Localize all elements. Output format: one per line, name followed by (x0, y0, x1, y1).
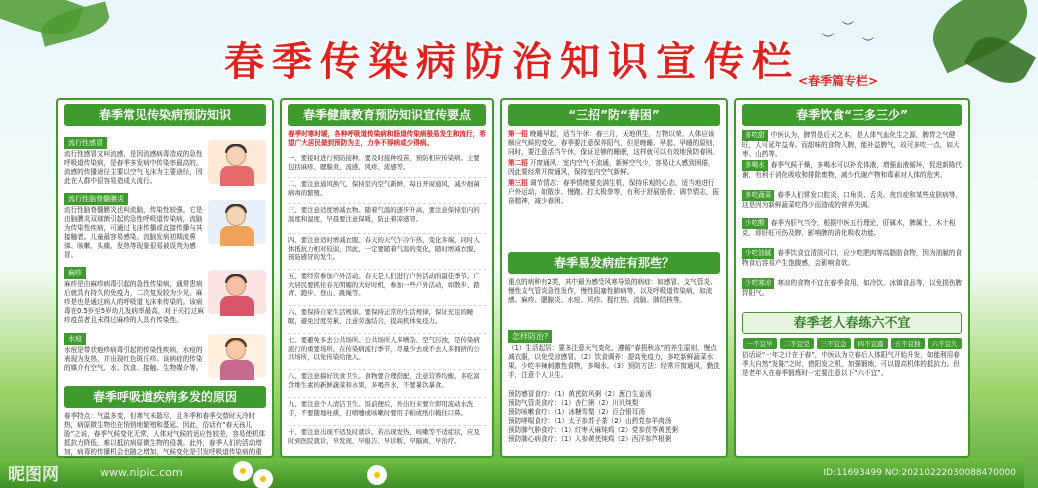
diet-value: 春季饮食宜清淡可口，应少吃肥肉等高脂肪食物，因为油腻的食物食后容易产生饱腹感，会影响食欲。 (742, 249, 962, 267)
section-text: 流行性脑脊髓膜炎也叫流脑，传染性较强。它是由脑膜炎双球菌引起的急性呼吸道传染病，流脑为传染性疾病，可通过飞沫传播或直接传播与其接触者。儿童最容易感染。流脑发病初期流鼻涕、咳嗽、头痛、发热等现象很易被误判为感冒。 (64, 206, 203, 259)
tip-tab: 一不宜早 (743, 338, 777, 349)
headache-illustration (208, 200, 266, 244)
measles-illustration (208, 270, 266, 314)
prevention-text: （1）生活起居：要多注意天气变化，遵循“春捂秋冻”的养生原则，慢点减衣服，以免受凉感冒。（2）饮食调养：提高免疫力，多吃新鲜蔬菜水果，少吃辛辣刺激性食物，多喝水。（3）预防方法：经常开窗通风，勤洗手，注意个人卫生。 (508, 344, 720, 379)
page-subtitle: <春季篇专栏> (798, 74, 879, 88)
tip-item: 八、要注意搞好饮食卫生。食物要合理搭配，注意营养均衡，多吃富含维生素的新鲜蔬菜和水果，多喝开水，不要暴饮暴食。 (288, 370, 486, 398)
section-tag: 流行性感冒 (64, 137, 107, 149)
intro-text: 春季时寒时暖，各种呼吸道传染病和肠道传染病极易发生和流行，希望广大居民做到预防为主，力争不得病或少得病。 (288, 130, 486, 147)
daisy-decoration (256, 472, 270, 486)
panel-header: 春季常见传染病预防知识 (64, 104, 266, 126)
diet-item (742, 160, 962, 190)
tip-item: 六、要保持自家生活规律。要保持正常的生活规律，保证充足的睡眠，避免过度劳累，注意劳逸结合，提高机体免疫力。 (288, 306, 486, 334)
panel-header: “三招”防“春困” (508, 104, 720, 126)
tip-tab: 四不宜露 (854, 338, 888, 349)
tip-item: 二、要注意通风换气，保持室内空气新鲜，每日开窗通风，减少细菌病毒的繁殖。 (288, 178, 486, 204)
tip-line (508, 130, 720, 157)
daisy-decoration (370, 468, 384, 482)
recipe-line: 预防咳嗽食疗：（1）冰糖雪梨（2）百合银耳汤 (508, 408, 645, 416)
chickenpox-illustration (208, 334, 266, 378)
diet-value: 寒凉的食物不宜在春季食用，如冷饮、冰镇食品等，以免损伤脾胃阳气。 (742, 279, 962, 297)
tip-tab: 五不宜独 (891, 338, 925, 349)
tip-item: 三、要注意适度增减衣物。随着气温的逐步升高，要注意保持室内的温度和湿度，早晨要注意保暖，防止着凉感冒。 (288, 204, 486, 234)
section-tag: 水痘 (64, 333, 86, 345)
tip-item: 七、要避免多去公共场所。公共场所人多嘈杂、空气污浊，是传染病流行的重要场所。在传染病流行季节，尽量少去或不去人多拥挤的公共场所，以免传染给他人。 (288, 334, 486, 370)
sick-person-illustration (208, 140, 266, 184)
page-title: 春季传染病防治知识宣传栏 (224, 39, 800, 85)
recipe-line: 预防哮喘食疗：（1）太子参苏子茶（2）山药党参羊肉汤 (508, 417, 672, 425)
diet-item (742, 190, 962, 218)
diet-key: 少吃酸 (742, 218, 768, 229)
diet-key: 多吃甜 (742, 130, 768, 141)
prevention-tag: 怎样防治? (508, 330, 552, 343)
watermark-logo: 昵图网 (8, 465, 59, 485)
tip-key: 第一招 (508, 130, 528, 138)
bird-icon: ︶ (822, 32, 835, 46)
section-flu (64, 130, 266, 186)
bird-icon: ︶ (862, 36, 875, 50)
tip-item: 一、要接时进行预防接种。要及时接种疫苗，预防相应传染病。主要包括麻疹、腮腺炎、流感、风疹、流感等。 (288, 152, 486, 178)
section-chickenpox (64, 326, 266, 382)
tip-tab: 三不宜急 (817, 338, 851, 349)
tip-value: 晚睡早起，适当午休：春三月，天地俱生，万物以荣。人体应该顺应气候的变化，春季要注意保养阳气，但是晚睡、早起、早睡的原则，同时，要注意活当午休，保证足够的睡眠，这样就可以有效地预防春困。 (508, 130, 719, 156)
panel-spring-diet (734, 98, 970, 458)
tip-line (508, 159, 720, 177)
respiratory-text: 春季特点：气温多变，但寒气未散尽，且冬季和春季交替时天冷时热，病原微生物也在悄悄地繁殖和蔓延。因此，俗话有“春天孩儿脸”之说，春季气候变化无常，人体对气候的适应性较差，容易使机体抵抗力降低，难以抵抗病原微生物的侵袭。此外，春季人们的活动增加，病毒的传播机会也随之增加，气候变化是引发呼吸道传染病的重 (64, 412, 266, 456)
diet-key: 多吃蔬菜 (742, 190, 774, 201)
diet-value: 中医认为，脾胃是后天之本，是人体气血化生之源，脾胃之气健旺，人可延年益寿。而甜味的食物入脾，能补益脾气，故可多吃一点，如大枣、山药等。 (742, 131, 960, 158)
section-text: 麻疹是由麻疹病毒引起的急性传染病，通常患病后就具有持久的免疫力，二次复发较为少见。麻疹是也是通过病人的呼吸道飞沫来传染的。该病毒在0.5岁至5岁幼儿发病率最高，对于关打过麻疹疫苗者且未得过麻疹的人具有传染性。 (64, 280, 204, 324)
tip-tab: 六不宜久 (928, 338, 962, 349)
diseases-text: 重点的病种有2类，其中最为感受风寒导致的病症：如感冒、支气管炎、慢性支气管炎急性发作，慢性阻塞性肺病等，以及呼吸道传染病，如流感、麻疹、腮腺炎、水痘、风疹、猩红热、流脑、肺结核等。 (508, 278, 717, 304)
recipe-line: 预防气管炎食疗：（1）杏仁粥（2）川贝炖梨 (508, 399, 639, 407)
recipe-line: 预防感冒食疗：（1）黄芪防风粥（2）葱白生姜汤 (508, 390, 652, 398)
section-tag: 流行性脑脊髓膜炎 (64, 193, 128, 205)
diet-key: 少吃油腻 (742, 248, 774, 259)
section-text: 水痘是带状疱疹病毒引起的传染性疾病，水痘的表现为发热，并出现红色斑丘疹。该病症的传染的媒介有空气、水、饮食、接触、生物媒介等。 (64, 346, 203, 372)
section-measles (64, 260, 266, 326)
tip-value: 调节情志：春季情绪要充满生机，保持乐观的心态，适当地进行户外运动，如散步、慢跑、打太极拳等，有利于舒展筋骨，调节情志，振奋精神，减少春困。 (508, 179, 719, 205)
diet-key: 少吃寒凉 (742, 278, 774, 289)
diet-value: 春季人们常发口腔炎、口角炎、舌炎、夜盲症和某些皮肤病等，这是因为新鲜蔬菜吃得少而造成的营养失调。 (742, 191, 962, 209)
diet-key: 多喝水 (742, 160, 768, 171)
tip-key: 第二招 (508, 159, 528, 167)
bird-icon: ︶ (842, 20, 855, 34)
panel-health-education (280, 98, 494, 458)
panel-header-diseases: 春季易发病症有那些？ (508, 252, 720, 274)
watermark-id: ID:11693499 NO:20210222030088470000 (823, 468, 1016, 478)
recipe-line: 预防肺心病食疗：（1）人参黄芪炖鸡（2）西洋参芦根粥 (508, 435, 672, 443)
tip-item: 十、要注意出现不适及时就诊。若出现发热、咳嗽等不适症状，应及时到医院就诊，早发现、早报告、早诊断、早隔离、早治疗。 (288, 428, 480, 445)
tip-item: 九、要注意个人清洁卫生。饭前便后、外出归来要立即用流动水洗手，不要随地吐痰，打喷嚏或咳嗽时要用手帕或纸巾掩住口鼻。 (288, 398, 486, 426)
elderly-text: 俗话说“一年之计在于春”，中医认为立春后人体阳气开始升发，如能利用春季大自然“发陈”之时，借阳发之机，加强锻炼，可以提高机体的抵抗力。但是老年人在春季锻炼时一定要注意以下“六不宜”。 (742, 351, 960, 377)
tip-item: 四、要注意适时增减衣服。春天的天气乍冷乍热，变化多端，同时人体抵抗力相对较弱，因此，一定要随着气温的变化，随时增减衣服，预防感冒的发生。 (288, 234, 486, 270)
tip-tab: 二不宜空 (780, 338, 814, 349)
six-tips-tabs (736, 338, 968, 349)
diet-item (742, 248, 962, 278)
panel-header: 春季饮食“三多三少” (742, 104, 962, 126)
section-text: 流行性感冒又叫流感，是因流感病毒造成的急性呼吸道传染病，是春季多发病中传染率最高的。流感的传播途径主要以空气飞沫为主要途径，因此在人群中很容易造成大流行。 (64, 150, 203, 185)
section-tag: 麻疹 (64, 267, 86, 279)
tip-line (508, 179, 720, 206)
diet-item (742, 278, 962, 306)
diet-value: 春季气候干燥，多喝水可以补充体液，增强血液循环，促进新陈代谢，有利于消化吸收和排除废物，减少代谢产物和毒素对人体的危害。 (742, 161, 962, 179)
recipe-line: 预防肺气肿食疗：（1）红枣天麻炖鸡（2）党参茯苓黄芪粥 (508, 426, 678, 434)
panel-common-diseases (56, 98, 274, 458)
diet-item (742, 218, 962, 248)
panel-header: 春季健康教育预防知识宣传要点 (288, 104, 486, 126)
panel-header-elderly: 春季老人春练六不宜 (742, 312, 962, 334)
tip-value: 开窗通风：室内空气不流通，新鲜空气少，容易让人感到困倦，因此要经常开窗通风，保持室内空气新鲜。 (508, 159, 715, 176)
daisy-decoration (236, 464, 250, 478)
panel-header-respiratory: 春季呼吸道疾病多发的原因 (64, 386, 266, 408)
tip-key: 第三招 (508, 179, 528, 187)
panel-spring-fatigue (500, 98, 728, 458)
tip-item: 五、要经常参加户外活动。春天是人们进行户外活动的最佳季节。广大居民要抓住春光明媚的大好时机，参加一些户外活动，如散步、踏青、跑步、登山、跳绳等。 (288, 270, 486, 306)
section-meningitis (64, 186, 266, 260)
watermark-url: www.nipic.com (100, 466, 183, 479)
diet-value: 春季为肝气当令，根据中医五行理论，肝属木，脾属土，木土相克，即肝旺可伤及脾，影响脾的消化吸收功能。 (742, 219, 956, 237)
diet-item (742, 130, 962, 160)
